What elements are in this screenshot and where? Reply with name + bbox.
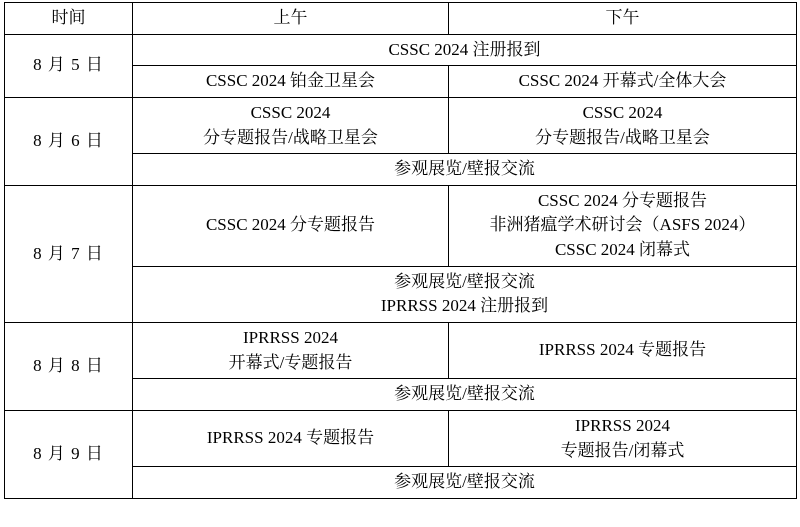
date-cell: 8 月 5 日 xyxy=(5,34,133,97)
session-cell-afternoon xyxy=(449,185,797,266)
session-cell-afternoon: IPRRSS 2024 专题报告 xyxy=(449,323,797,379)
date-cell: 8 月 9 日 xyxy=(5,410,133,498)
session-cell: 参观展览/壁报交流 xyxy=(133,379,797,411)
session-line: 非洲猪瘟学术研讨会（ASFS 2024） xyxy=(489,215,756,235)
table-body xyxy=(5,34,797,498)
session-cell-afternoon xyxy=(449,97,797,153)
conference-schedule-table xyxy=(4,2,797,499)
session-cell xyxy=(133,266,797,322)
session-line: CSSC 2024 分专题报告 xyxy=(537,190,708,210)
table-row xyxy=(5,410,797,466)
table-row xyxy=(5,323,797,379)
session-cell-morning xyxy=(133,323,449,379)
table-row xyxy=(5,34,797,66)
session-line: CSSC 2024 xyxy=(250,102,331,122)
session-cell: 参观展览/壁报交流 xyxy=(133,467,797,499)
session-cell-morning: CSSC 2024 分专题报告 xyxy=(133,185,449,266)
date-cell: 8 月 6 日 xyxy=(5,97,133,185)
session-line: 分专题报告/战略卫星会 xyxy=(203,127,378,147)
date-cell: 8 月 7 日 xyxy=(5,185,133,322)
session-cell: 参观展览/壁报交流 xyxy=(133,154,797,186)
session-cell-morning xyxy=(133,97,449,153)
column-header-time: 时间 xyxy=(5,3,133,35)
table-row xyxy=(5,97,797,153)
session-line: IPRRSS 2024 xyxy=(243,328,338,348)
session-line: 参观展览/壁报交流 xyxy=(394,271,535,291)
column-header-afternoon: 下午 xyxy=(449,3,797,35)
session-line: IPRRSS 2024 xyxy=(575,415,670,435)
session-cell-morning: CSSC 2024 铂金卫星会 xyxy=(133,66,449,98)
session-line: 开幕式/专题报告 xyxy=(228,352,353,372)
session-line: 专题报告/闭幕式 xyxy=(560,440,685,460)
session-cell-afternoon: CSSC 2024 开幕式/全体大会 xyxy=(449,66,797,98)
session-line: CSSC 2024 闭幕式 xyxy=(554,240,691,260)
session-line: 分专题报告/战略卫星会 xyxy=(535,127,710,147)
session-cell-afternoon xyxy=(449,410,797,466)
table-header xyxy=(5,3,797,35)
header-row xyxy=(5,3,797,35)
table-row xyxy=(5,185,797,266)
session-cell: CSSC 2024 注册报到 xyxy=(133,34,797,66)
date-cell: 8 月 8 日 xyxy=(5,323,133,411)
session-line: IPRRSS 2024 注册报到 xyxy=(380,296,549,316)
session-line: CSSC 2024 xyxy=(582,102,663,122)
column-header-morning: 上午 xyxy=(133,3,449,35)
session-cell-morning: IPRRSS 2024 专题报告 xyxy=(133,410,449,466)
